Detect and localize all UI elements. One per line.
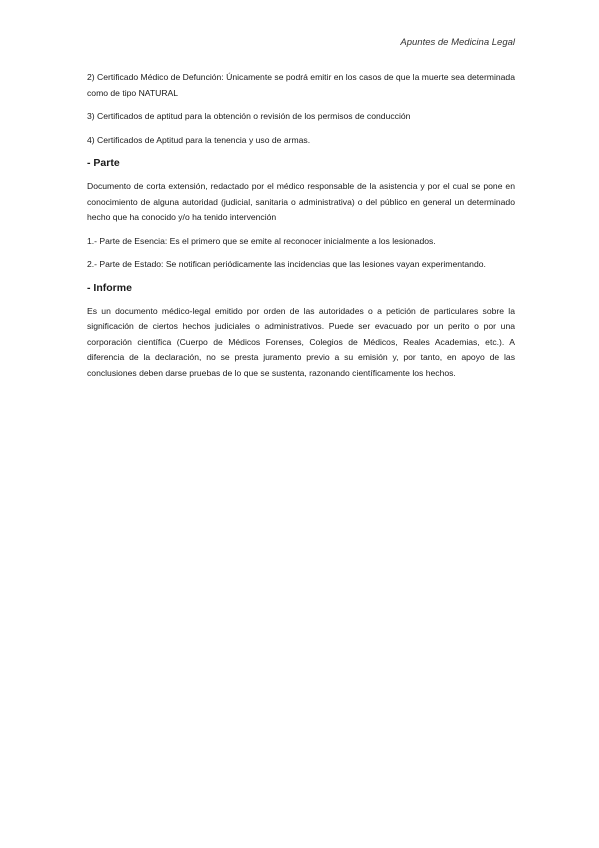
running-header: Apuntes de Medicina Legal (400, 37, 515, 48)
paragraph-certificado-conduccion: 3) Certificados de aptitud para la obtención o revisión de los permisos de conducción (87, 111, 411, 121)
paragraph-parte-esencia: 1.- Parte de Esencia: Es el primero que se emite al reconocer inicialmente a los lesionados. (87, 235, 436, 246)
paragraph-parte-definicion: Documento de corta extensión, redactado por el médico responsable de la asistencia y por el cual se pone en conocimiento de alguna autoridad (judicial, sanitaria o administrativa) o del público en general un determinado hecho que ha conocido y/o ha tenido intervención (87, 181, 515, 222)
section-heading-parte: - Parte (87, 157, 120, 169)
page-body (87, 70, 515, 389)
paragraph-certificado-defuncion: 2) Certificado Médico de Defunción: Únicamente se podrá emitir en los casos de que la muerte sea determinada como de tipo NATURAL (87, 72, 515, 98)
paragraph-informe-definicion: Es un documento médico-legal emitido por orden de las autoridades o a petición de particulares sobre la significación de ciertos hechos judiciales o administrativos. Puede ser evacuado por un perito o por una corporación científica (Cuerpo de Médicos Forenses, Colegios de Médicos, Reales Academias, etc.). A diferencia de la declaración, no se presta juramento previo a su emisión y, por tanto, en apoyo de las conclusiones deben darse pruebas de lo que se sustenta, razonando científicamente los hechos. (87, 305, 515, 378)
paragraph-certificado-armas: 4) Certificados de Aptitud para la tenencia y uso de armas. (87, 134, 311, 145)
paragraph-parte-estado: 2.- Parte de Estado: Se notifican periódicamente las incidencias que las lesiones vayan experimentando. (87, 259, 486, 269)
section-heading-informe: - Informe (87, 281, 132, 294)
